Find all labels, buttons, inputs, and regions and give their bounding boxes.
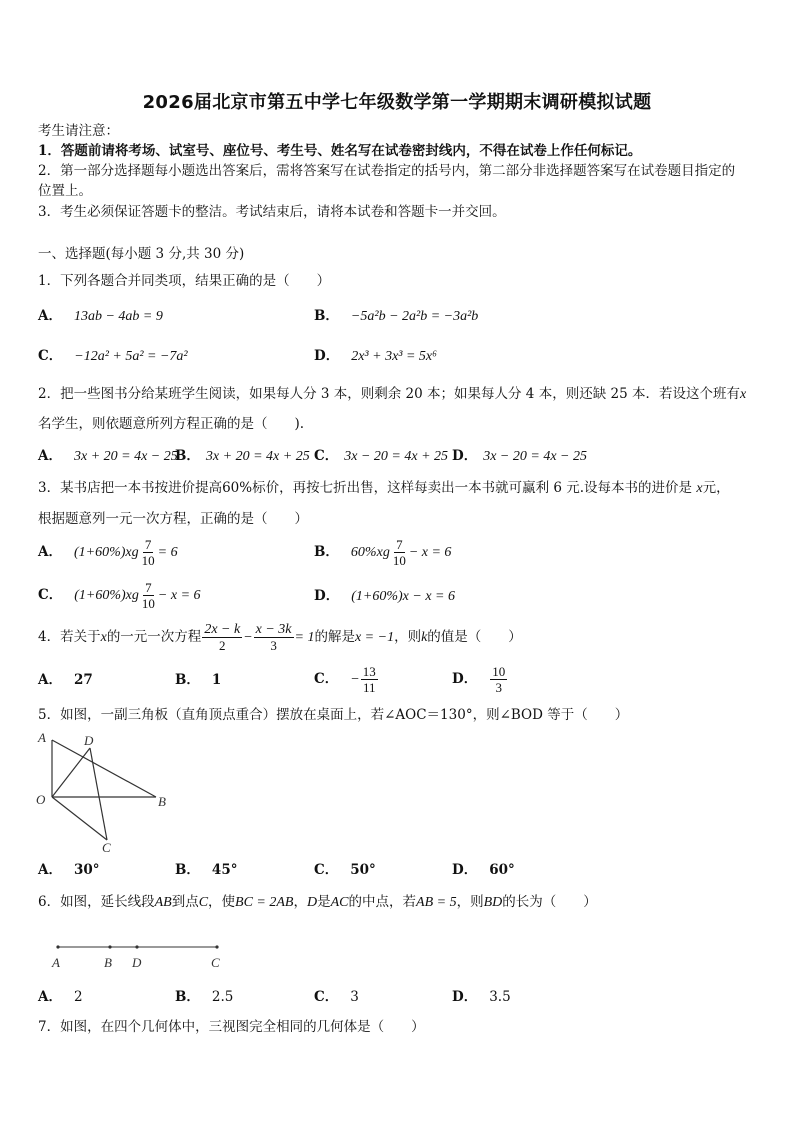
question-2-stem: 2．把一些图书分给某班学生阅读，如果每人分 3 本，则剩余 20 本；如果每人分 4 本，则还缺 25 本．若设这个班有x (38, 386, 747, 402)
question-6-stem: 6．如图，延长线段AB到点C，使BC = 2AB，D是AC的中点，若AB = 5，则BD的长为（ ） (38, 894, 597, 910)
question-3-stem-cont: 根据题意列一元一次方程，正确的是（ ） (38, 511, 308, 527)
notice-item: 位置上。 (38, 183, 92, 199)
q2-option-d: D． 3x − 20 = 4x − 25 (452, 448, 587, 464)
question-7-stem: 7．如图，在四个几何体中，三视图完全相同的几何体是（ ） (38, 1019, 425, 1035)
q6-figure-segment (40, 938, 240, 972)
point-b (108, 945, 111, 948)
q4-option-b: B． 1 (175, 672, 222, 688)
q1-option-d: D． 2x³ + 3x³ = 5x⁶ (314, 348, 438, 364)
notice-item (38, 162, 735, 180)
q6-option-b: B． 2.5 (175, 989, 234, 1005)
fraction: $\frac{7}{10}$ (141, 580, 155, 611)
q2-option-b: B． 3x + 20 = 4x + 25 (175, 448, 310, 464)
q1-option-c: C． −12a² + 5a² = −7a² (38, 348, 188, 364)
fraction: $\frac{10}{3}$ (492, 664, 506, 695)
q5-option-a: A． 30° (38, 862, 100, 878)
label-point-c: C (211, 955, 220, 970)
q5-option-c: C． 50° (314, 862, 376, 878)
segment-oc (52, 797, 107, 840)
q5-option-d: D． 60° (452, 862, 515, 878)
q1-option-a: A． 13ab − 4ab = 9 (38, 308, 163, 324)
label-point-d: D (84, 733, 94, 748)
label-point-a: A (52, 955, 60, 970)
q2-option-a: A． 3x + 20 = 4x − 25 (38, 448, 178, 464)
question-5-stem: 5．如图，一副三角板（直角顶点重合）摆放在桌面上，若∠AOC＝130°，则∠BOD 等于（ ） (38, 707, 629, 723)
fraction: $\frac{7}{10}$ (141, 537, 155, 568)
q5-option-b: B． 45° (175, 862, 238, 878)
label-point-b: B (104, 955, 112, 970)
q4-option-a: A． 27 (38, 672, 93, 688)
label-point-o: O (36, 792, 46, 807)
notice-heading: 考生请注意： (38, 123, 119, 139)
q1-option-b: B． −5a²b − 2a²b = −3a²b (314, 308, 479, 324)
q6-option-d: D． 3.5 (452, 989, 511, 1005)
fraction: $\frac{x - 3k}{3}$ (255, 622, 292, 653)
q4-option-c: C． − $\frac{13}{11}$ (314, 664, 376, 695)
segment-ab (52, 740, 156, 797)
point-a (56, 945, 59, 948)
point-c (215, 945, 218, 948)
question-4-stem: 4．若关于x的一元一次方程 $\frac{2x - k}{2}$ − $\frac{x - 3k}{3}$ = 1的解是x = −1，则k的值是（ ） (38, 622, 522, 653)
question-3-stem: 3．某书店把一本书按进价提高60%标价，再按七折出售，这样每卖出一本书就可赢利 6 元.设每本书的进价是 x元， (38, 480, 730, 496)
segment-od (52, 748, 90, 797)
notice-item: 3．考生必须保证答题卡的整洁。考试结束后，请将本试卷和答题卡一并交回。 (38, 204, 506, 220)
q6-option-c: C． 3 (314, 989, 359, 1005)
notice-item-text: 2．第一部分选择题每小题选出答案后，需将答案写在试卷指定的括号内，第二部分非选择题答案写在试卷题目指定的 (38, 163, 736, 179)
fraction: $\frac{13}{11}$ (362, 664, 376, 695)
label-point-b: B (158, 794, 166, 809)
notice-item: 1．答题前请将考场、试室号、座位号、考生号、姓名写在试卷密封线内，不得在试卷上作任何标记。 (38, 143, 642, 159)
label-point-d: D (132, 955, 142, 970)
q4-option-d: D． $\frac{10}{3}$ (452, 664, 506, 695)
label-point-c: C (102, 840, 111, 855)
question-1-stem: 1．下列各题合并同类项，结果正确的是（ ） (38, 273, 331, 289)
q3-option-a: A． (1+60%)xg $\frac{7}{10}$ = 6 (38, 537, 178, 568)
fraction: $\frac{7}{10}$ (392, 537, 406, 568)
q3-option-d: D． (1+60%)x − x = 6 (314, 588, 455, 604)
point-d (135, 945, 138, 948)
question-2-stem-cont: 名学生，则依题意所列方程正确的是（ ). (38, 416, 305, 432)
q3-option-c: C． (1+60%)xg $\frac{7}{10}$ − x = 6 (38, 580, 201, 611)
q2-option-c: C． 3x − 20 = 4x + 25 (314, 448, 449, 464)
q6-option-a: A． 2 (38, 989, 83, 1005)
section-heading: 一、选择题(每小题 3 分,共 30 分) (38, 246, 245, 262)
segment-dc (90, 748, 107, 840)
page-title: 2026届北京市第五中学七年级数学第一学期期末调研模拟试题 (142, 92, 652, 113)
q3-option-b: B． 60%xg $\frac{7}{10}$ − x = 6 (314, 537, 452, 568)
fraction: $\frac{2x - k}{2}$ (204, 622, 241, 653)
q5-figure-triangles (30, 728, 180, 856)
label-point-a: A (38, 730, 46, 745)
